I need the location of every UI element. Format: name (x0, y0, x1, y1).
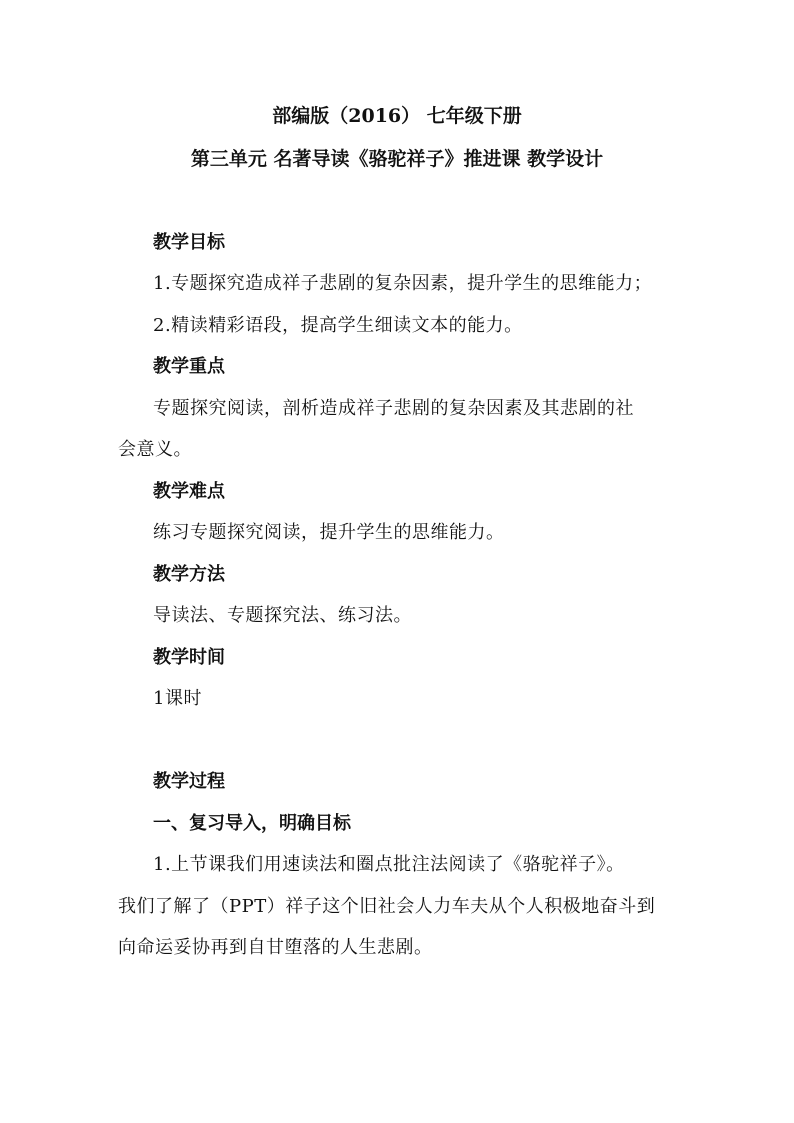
process-step1-line1: 1.上节课我们用速读法和圈点批注法阅读了《骆驼祥子》。 (153, 854, 625, 875)
process-step1-heading: 一、复习导入，明确目标 (153, 813, 351, 834)
objective-item-2: 2.精读精彩语段，提高学生细读文本的能力。 (153, 315, 523, 336)
time-heading: 教学时间 (153, 647, 225, 668)
process-heading: 教学过程 (153, 771, 225, 792)
difficulties-heading: 教学难点 (153, 481, 225, 502)
document-title-line1: 部编版（2016） 七年级下册 (272, 105, 522, 127)
document-title-line2: 第三单元 名著导读《骆驼祥子》推进课 教学设计 (190, 148, 604, 170)
objectives-heading: 教学目标 (153, 232, 225, 253)
objective-item-1: 1.专题探究造成祥子悲剧的复杂因素，提升学生的思维能力； (153, 273, 653, 294)
methods-text: 导读法、专题探究法、练习法。 (153, 605, 412, 626)
key-points-line2: 会意义。 (118, 439, 192, 460)
key-points-line1: 专题探究阅读，剖析造成祥子悲剧的复杂因素及其悲剧的社 (153, 398, 634, 419)
process-step1-line3: 向命运妥协再到自甘堕落的人生悲剧。 (118, 937, 433, 958)
methods-heading: 教学方法 (153, 564, 225, 585)
time-text: 1课时 (153, 688, 202, 709)
process-step1-line2: 我们了解了（PPT）祥子这个旧社会人力车夫从个人积极地奋斗到 (118, 896, 656, 917)
difficulties-text: 练习专题探究阅读，提升学生的思维能力。 (153, 522, 505, 543)
key-points-heading: 教学重点 (153, 356, 225, 377)
